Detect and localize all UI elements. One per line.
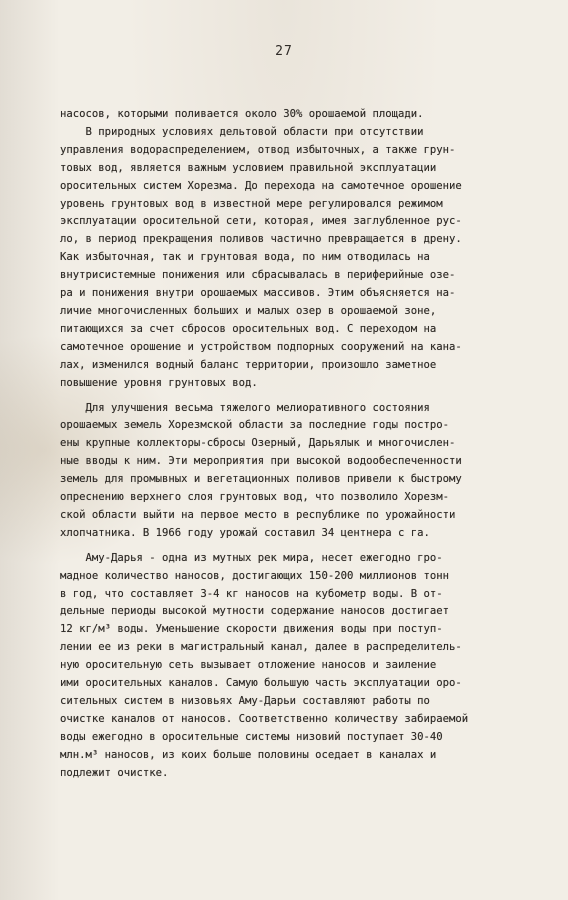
- text-line: очистке каналов от наносов. Соответственно количеству забираемой: [60, 712, 469, 725]
- text-line: дельные периоды высокой мутности содержание наносов достигает: [60, 605, 450, 618]
- text-line: лении ее из реки в магистральный канал, далее в распределитель-: [60, 641, 462, 654]
- text-line: ими оросительных каналов. Самую большую часть эксплуатации оро-: [60, 677, 462, 690]
- text-line: 12 кг/м³ воды. Уменьшение скорости движения воды при поступ-: [60, 623, 443, 636]
- page-number: 27: [275, 44, 293, 59]
- text-line: подлежит очистке.: [60, 766, 169, 779]
- paragraph: [60, 550, 500, 783]
- text-line: земель для промывных и вегетационных поливов привели к быстрому: [60, 473, 462, 486]
- text-line: мадное количество наносов, достигающих 150-200 миллионов тонн: [60, 569, 450, 582]
- text-line: насосов, которыми поливается около 30% орошаемой площади.: [60, 108, 424, 120]
- text-line: лах, изменился водный баланс территории, произошло заметное: [60, 358, 437, 371]
- text-line: повышение уровня грунтовых вод.: [60, 376, 258, 389]
- text-line: В природных условиях дельтовой области при отсутствии: [60, 125, 424, 138]
- text-line: ены крупные коллекторы-сбросы Озерный, Дарьялык и многочислен-: [60, 437, 456, 450]
- paragraph: [60, 106, 500, 124]
- text-line: уровень грунтовых вод в известной мере регулировался режимом: [60, 197, 443, 210]
- text-line: Для улучшения весьма тяжелого мелиоративного состояния: [60, 401, 430, 414]
- text-line: опреснению верхнего слоя грунтовых вод, что позволило Хорезм-: [60, 491, 450, 504]
- text-line: Как избыточная, так и грунтовая вода, по ним отводилась на: [60, 251, 430, 264]
- text-line: управления водораспределением, отвод избыточных, а также грун-: [60, 143, 456, 156]
- text-line: ской области выйти на первое место в республике по урожайности: [60, 508, 456, 521]
- text-line: товых вод, является важным условием правильной эксплуатации: [60, 161, 437, 174]
- text-line: сительных систем в низовьях Аму-Дарьи составляют работы по: [60, 695, 430, 707]
- text-line: внутрисистемные понижения или сбрасывалась в периферийные озе-: [60, 269, 456, 282]
- text-line: ные вводы к ним. Эти мероприятия при высокой водообеспеченности: [60, 455, 462, 468]
- text-line: питающихся за счет сбросов оросительных вод. С переходом на: [60, 322, 437, 335]
- paragraph: [60, 400, 500, 543]
- text-line: самотечное орошение и устройством подпорных сооружений на кана-: [60, 340, 462, 353]
- text-line: ную оросительную сеть вызывает отложение наносов и заиление: [60, 659, 437, 672]
- binding-shadow: [0, 0, 60, 900]
- text-line: оросительных систем Хорезма. До перехода на самотечное орошение: [60, 179, 462, 192]
- text-line: Аму-Дарья - одна из мутных рек мира, несет ежегодно гро-: [60, 551, 443, 564]
- text-line: орошаемых земель Хорезмской области за последние годы постро-: [60, 419, 450, 432]
- paragraph: [60, 124, 500, 393]
- paragraph-gap: [60, 543, 500, 550]
- text-line: ра и понижения внутри орошаемых массивов. Этим объясняется на-: [60, 287, 456, 300]
- text-line: млн.м³ наносов, из коих больше половины оседает в каналах и: [60, 748, 437, 761]
- text-line: эксплуатации оросительной сети, которая, имея заглубленное рус-: [60, 215, 462, 228]
- text-line: личие многочисленных больших и малых озер в орошаемой зоне,: [60, 304, 437, 317]
- text-line: воды ежегодно в оросительные системы низовий поступает 30-40: [60, 730, 443, 743]
- paragraph-gap: [60, 393, 500, 400]
- document-body: [60, 106, 500, 783]
- text-line: в год, что составляет 3-4 кг наносов на кубометр воды. В от-: [60, 587, 443, 600]
- text-line: хлопчатника. В 1966 году урожай составил 34 центнера с га.: [60, 526, 430, 539]
- text-line: ло, в период прекращения поливов частично превращается в дрену.: [60, 233, 462, 246]
